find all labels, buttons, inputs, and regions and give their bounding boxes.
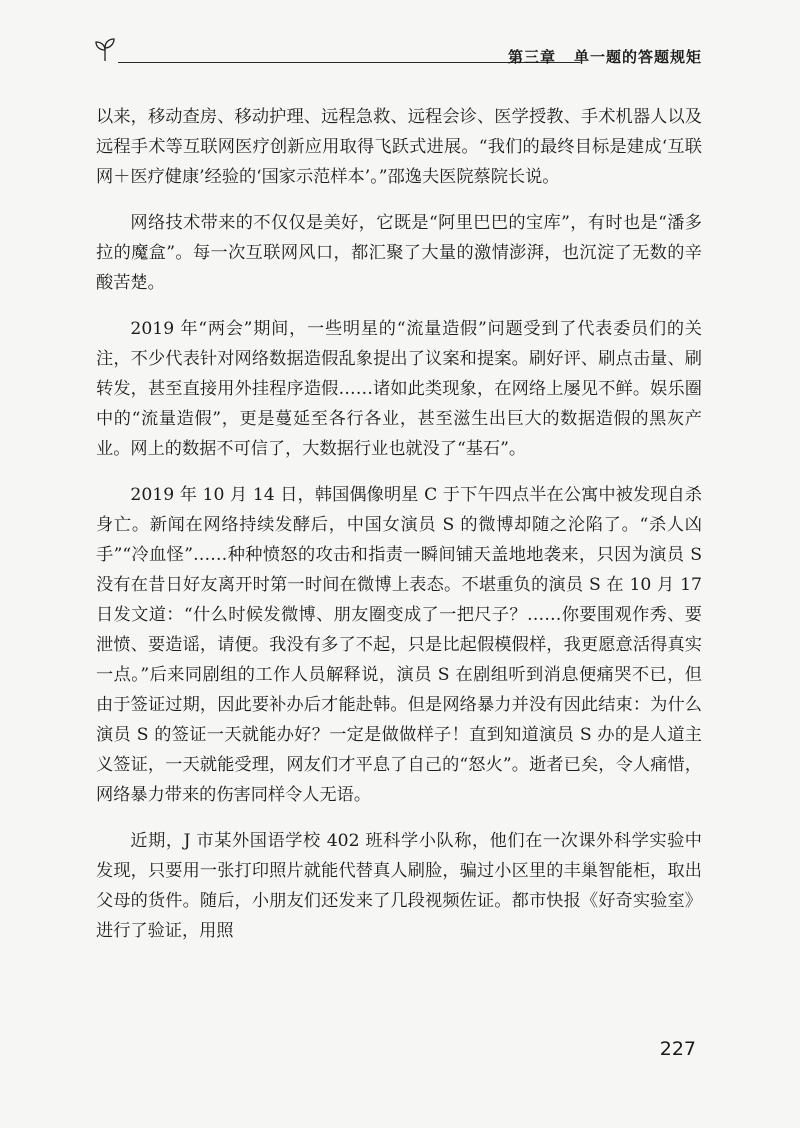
paragraph: 近期，J 市某外国语学校 402 班科学小队称，他们在一次课外科学实验中发现，只要用一张打印照片就能代替真人刷脸，骗过小区里的丰巢智能柜，取出父母的货件。随后，小朋友们还发来了几段视频佐证。都市快报《好奇实验室》进行了验证，用照 xyxy=(96,831,702,941)
running-header xyxy=(92,32,702,72)
page-number: 227 xyxy=(659,1038,696,1060)
paragraph: 网络技术带来的不仅仅是美好，它既是“阿里巴巴的宝库”，有时也是“潘多拉的魔盒”。每一次互联网风口，都汇聚了大量的激情澎湃，也沉淀了无数的辛酸苦楚。 xyxy=(96,213,702,293)
paragraph: 2019 年“两会”期间，一些明星的“流量造假”问题受到了代表委员们的关注，不少代表针对网络数据造假乱象提出了议案和提案。刷好评、刷点击量、刷转发，甚至直接用外挂程序造假……诸如此类现象，在网络上屡见不鲜。娱乐圈中的“流量造假”，更是蔓延至各行各业，甚至滋生出巨大的数据造假的黑灰产业。网上的数据不可信了，大数据行业也就没了“基石”。 xyxy=(96,319,702,459)
chapter-number: 第三章 xyxy=(507,48,556,66)
sprout-icon xyxy=(92,36,118,62)
body-text xyxy=(96,102,702,962)
chapter-title: 单一题的答题规矩 xyxy=(573,48,702,66)
chapter-heading xyxy=(508,46,702,67)
paragraph: 2019 年 10 月 14 日，韩国偶像明星 C 于下午四点半在公寓中被发现自杀身亡。新闻在网络持续发酵后，中国女演员 S 的微博却随之沦陷了。“杀人凶手”“冷血怪”……种种愤怒的攻击和指责一瞬间铺天盖地地袭来，只因为演员 S 没有在昔日好友离开时第一时间在微博上表态。不堪重负的演员 S 在 10 月 17 日发文道：“什么时候发微博、朋友圈变成了一把尺子？……你要围观作秀、要泄愤、要造谣，请便。我没有多了不起，只是比起假模假样，我更愿意活得真实一点。”后来同剧组的工作人员解释说，演员 S 在剧组听到消息便痛哭不已，但由于签证过期，因此要补办后才能赴韩。但是网络暴力并没有因此结束：为什么演员 S 的签证一天就能办好？一定是做做样子！直到知道演员 S 办的是人道主义签证，一天就能受理，网友们才平息了自己的“怒火”。逝者已矣，令人痛惜，网络暴力带来的伤害同样令人无语。 xyxy=(96,485,702,805)
paragraph: 以来，移动查房、移动护理、远程急救、远程会诊、医学授教、手术机器人以及远程手术等互联网医疗创新应用取得飞跃式进展。“我们的最终目标是建成‘互联网＋医疗健康’经验的‘国家示范样本’。”邵逸夫医院蔡院长说。 xyxy=(96,107,702,187)
